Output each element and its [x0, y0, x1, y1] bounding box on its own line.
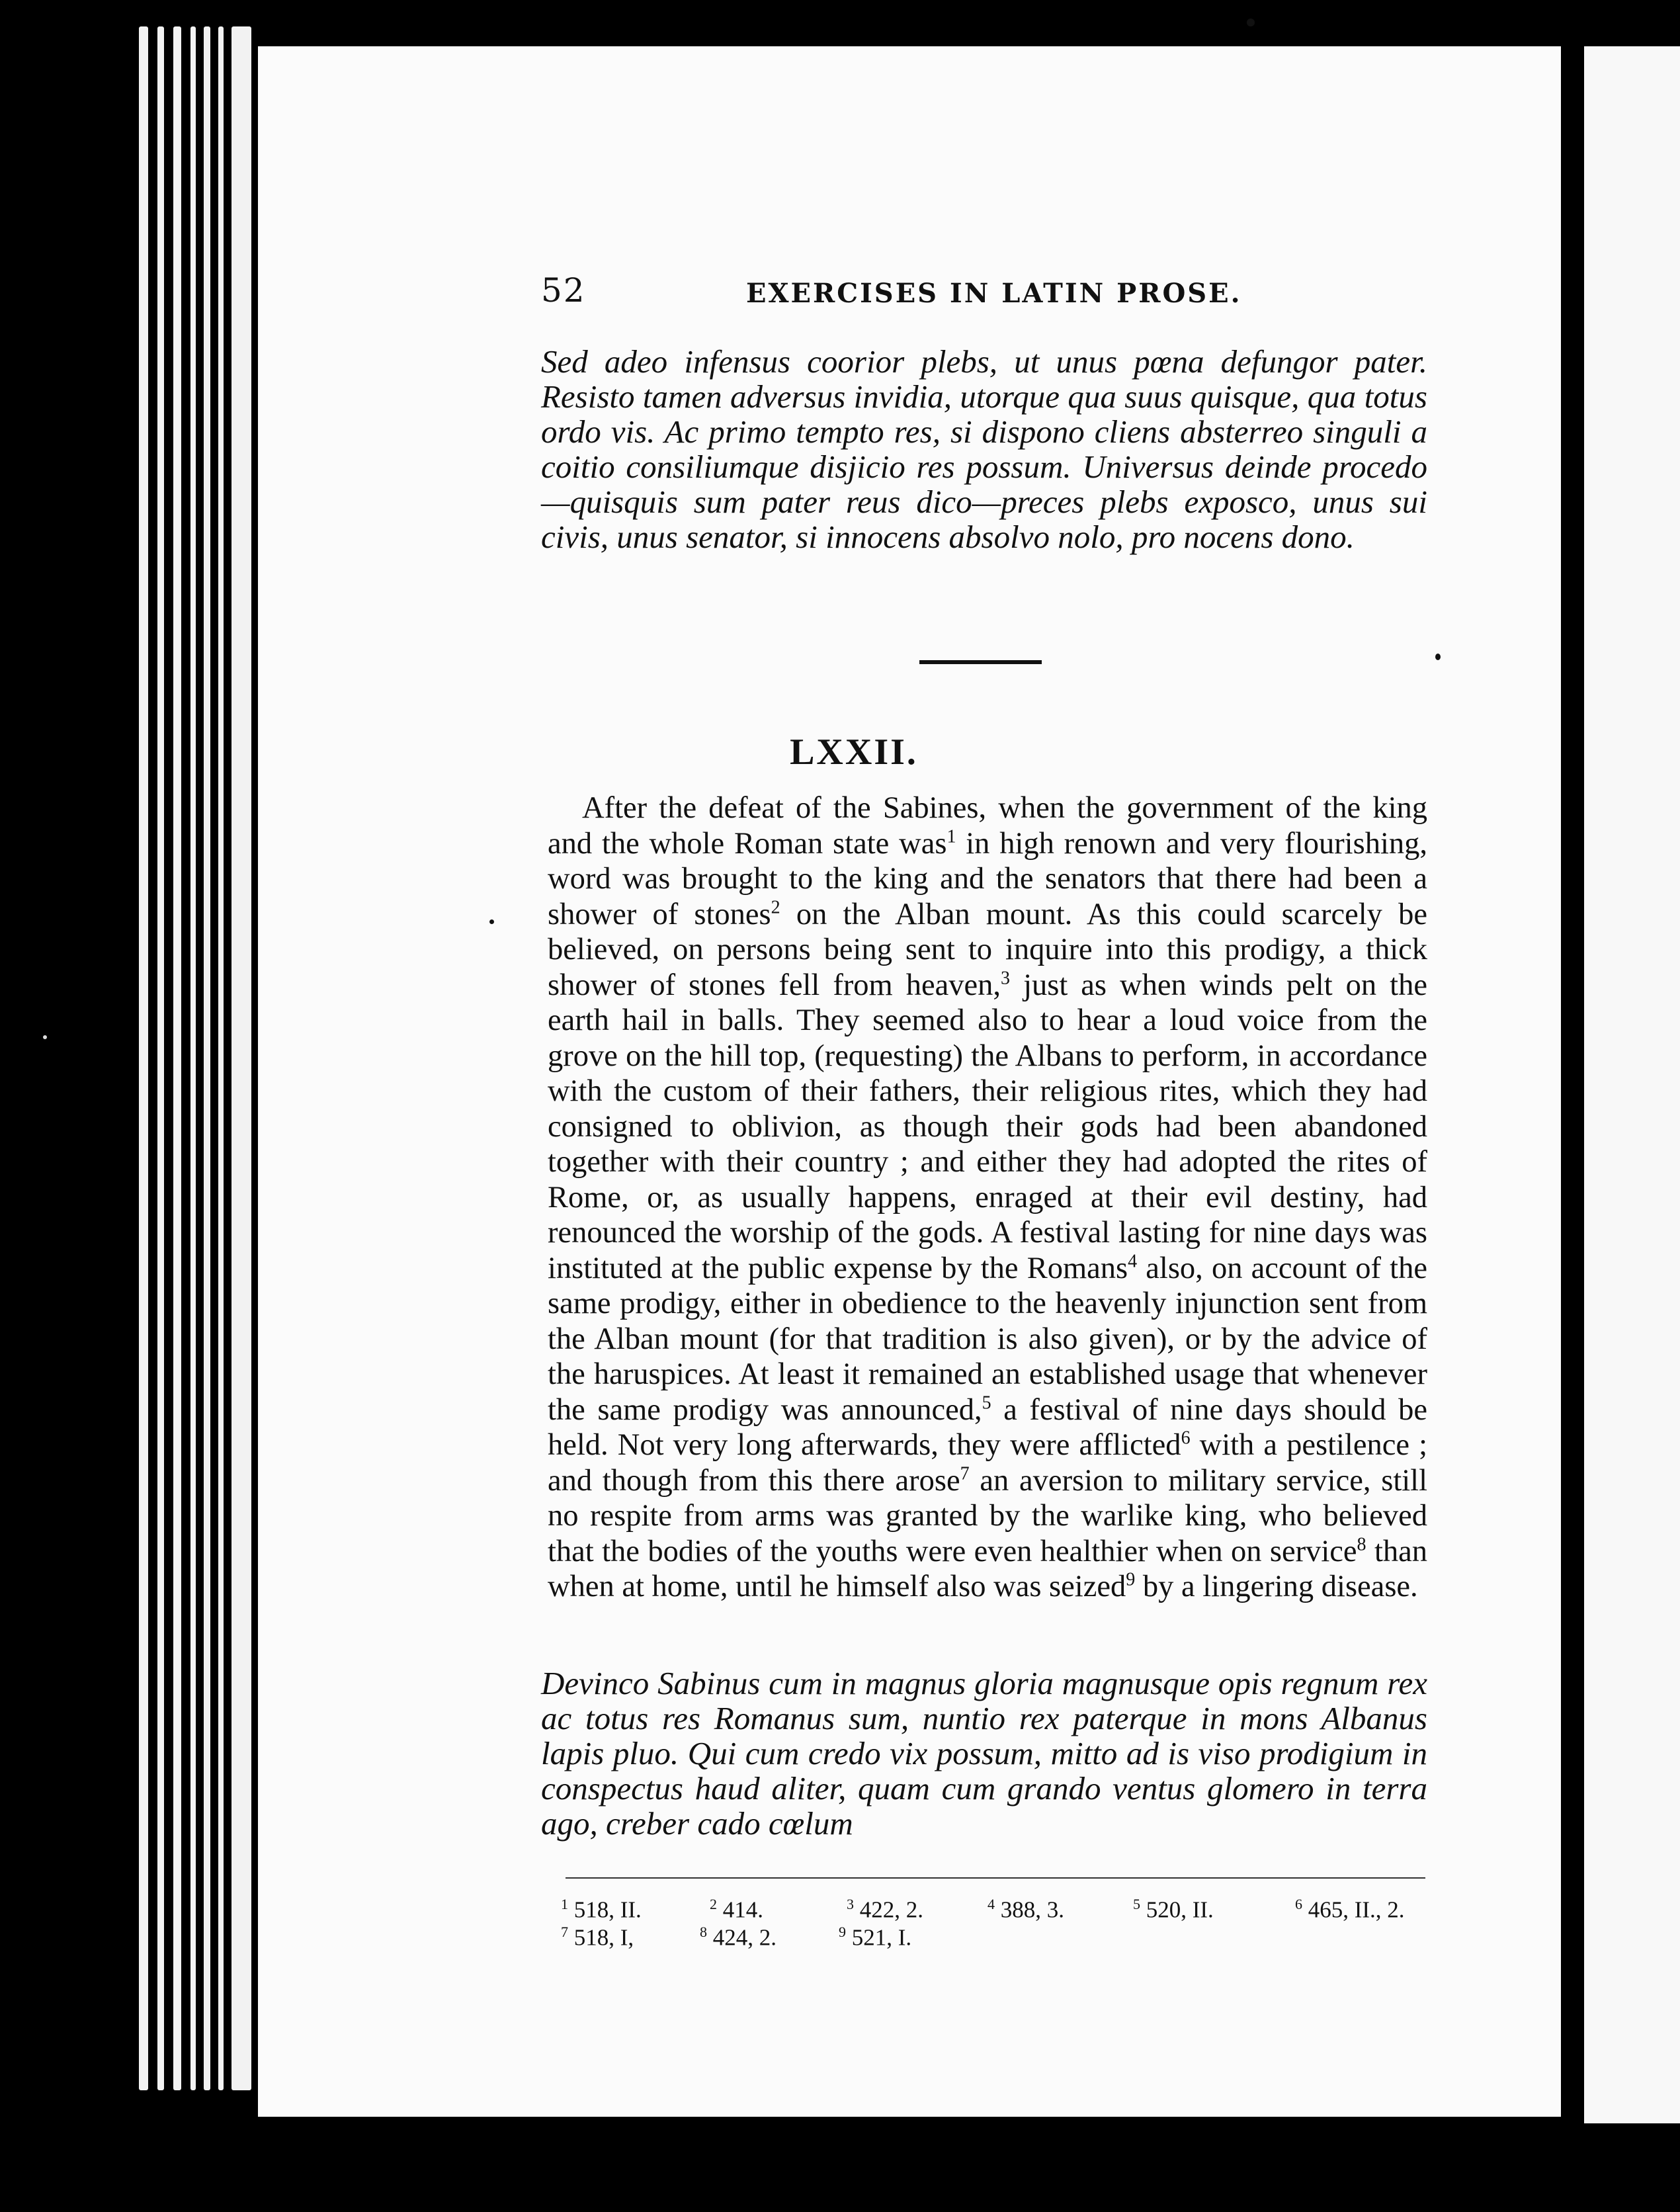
- footnote-number: 9: [839, 1924, 846, 1940]
- footnote-reference: 422, 2.: [854, 1896, 923, 1923]
- ink-speck: [43, 1035, 47, 1039]
- footnote-number: 1: [561, 1896, 568, 1912]
- passage-text: than when at home, until he himself also was seized: [548, 1534, 1428, 1603]
- running-title: EXERCISES IN LATIN PROSE.: [746, 278, 1242, 309]
- footnote-number: 6: [1295, 1896, 1302, 1912]
- footnote-number: 5: [1133, 1896, 1140, 1912]
- footnote-row: [561, 1918, 1434, 1951]
- passage-text: on the Alban mount. As this could scarcely be believed, on persons being sent to inquire into this prodigy, a thick shower of stones fell from heaven,: [548, 897, 1427, 1002]
- footnote-reference: 424, 2.: [707, 1924, 777, 1951]
- passage-text: also, on account of the same prodigy, either in obedience to the heavenly injunction sent from the Alban mount (for that tradition is also given), or by the advice of the haruspices. At least it remained an established usage that whenever the same prodigy was announced,: [548, 1251, 1427, 1427]
- footnote-marker: 9: [1126, 1569, 1136, 1590]
- footnote-marker: 8: [1357, 1534, 1366, 1554]
- passage-text: After the defeat of the Sabines, when the government of the king and the whole Roman state was: [548, 791, 1427, 861]
- footnote-marker: 5: [982, 1392, 991, 1413]
- footnote-reference: 518, I,: [568, 1924, 634, 1951]
- footnote-number: 3: [847, 1896, 854, 1912]
- facing-page-edge: [1584, 46, 1680, 2123]
- footnote-marker: 1: [946, 826, 956, 847]
- passage-text: a festival of nine days should be held. Not very long afterwards, they were afflicted: [548, 1392, 1427, 1462]
- footnote-reference: 520, II.: [1140, 1896, 1214, 1923]
- footnote: [700, 1918, 777, 1952]
- ink-speck: [1247, 19, 1255, 26]
- footnotes: [561, 1891, 1434, 1951]
- passage-text: an aversion to military service, still no respite from arms was granted by the warlike king, who believed that the bodies of the youths were even healthier when on service: [548, 1463, 1428, 1568]
- footnote-reference: 518, II.: [568, 1896, 642, 1923]
- footnote: [839, 1918, 911, 1952]
- passage-text: just as when winds pelt on the earth hail in balls. They seemed also to hear a loud voice from the grove on the hill top, (requesting) the Albans to perform, in accordance with the custom of their fathers, their religious rites, which they had consigned to oblivion, as though their gods had been abandoned together with their country ; and either they had adopted the rites of Rome, or, as usually happens, enraged at their evil destiny, had renounced the worship of the gods. A festival lasting for nine days was instituted at the public expense by the Romans: [548, 968, 1427, 1285]
- footnote-reference: 388, 3.: [995, 1896, 1064, 1923]
- footnote-marker: 4: [1128, 1251, 1138, 1271]
- footnote-reference: 521, I.: [846, 1924, 912, 1951]
- footnote-number: 2: [710, 1896, 717, 1912]
- footnote-row: [561, 1891, 1434, 1923]
- footnote-number: 7: [561, 1924, 568, 1940]
- footnote-reference: 414.: [717, 1896, 763, 1923]
- passage-text: in high renown and very flourishing, word was brought to the king and the senators that there had been a shower of stones: [548, 826, 1427, 931]
- section-number: LXXII.: [790, 732, 918, 773]
- footnote-number: 4: [987, 1896, 995, 1912]
- ink-speck: [489, 919, 494, 924]
- passage-text: by a lingering disease.: [1135, 1570, 1418, 1603]
- footnote: [561, 1918, 634, 1952]
- section-heading: [0, 731, 1680, 773]
- english-passage: [548, 790, 1427, 1605]
- footnote-marker: 3: [1001, 968, 1011, 988]
- latin-exercise-top: Sed adeo infensus coorior plebs, ut unus pœna defungor pater. Resisto tamen adversus invidia, utorque qua suus quisque, qua totus ordo vis. Ac primo tempto res, si dispono cliens absterreo singuli a coitio consiliumque disjicio res possum. Universus deinde procedo—quisquis sum pater reus dico—preces plebs exposco, unus sui civis, unus senator, si innocens absolvo nolo, pro nocens dono.: [541, 343, 1427, 555]
- footnote-marker: 6: [1181, 1427, 1191, 1449]
- footnote-marker: 7: [960, 1463, 970, 1484]
- page-number: 52: [541, 271, 586, 310]
- footnote-rule: [566, 1877, 1425, 1879]
- ink-speck: [1435, 654, 1441, 660]
- passage-text: with a pestilence ; and though from this there arose: [548, 1428, 1428, 1498]
- section-divider: [919, 660, 1042, 664]
- book-page-edges: [126, 26, 271, 2090]
- footnote-number: 8: [700, 1924, 707, 1940]
- footnote-marker: 2: [771, 897, 780, 917]
- footnote-reference: 465, II., 2.: [1302, 1896, 1405, 1923]
- latin-exercise-bottom: Devinco Sabinus cum in magnus gloria magnusque opis regnum rex ac totus res Romanus sum, nuntio rex paterque in mons Albanus lapis pluo. Qui cum credo vix possum, mitto ad is viso prodigium in conspectus haud aliter, quam cum grando ventus glomero in terra ago, creber cado cœlum: [541, 1665, 1427, 1842]
